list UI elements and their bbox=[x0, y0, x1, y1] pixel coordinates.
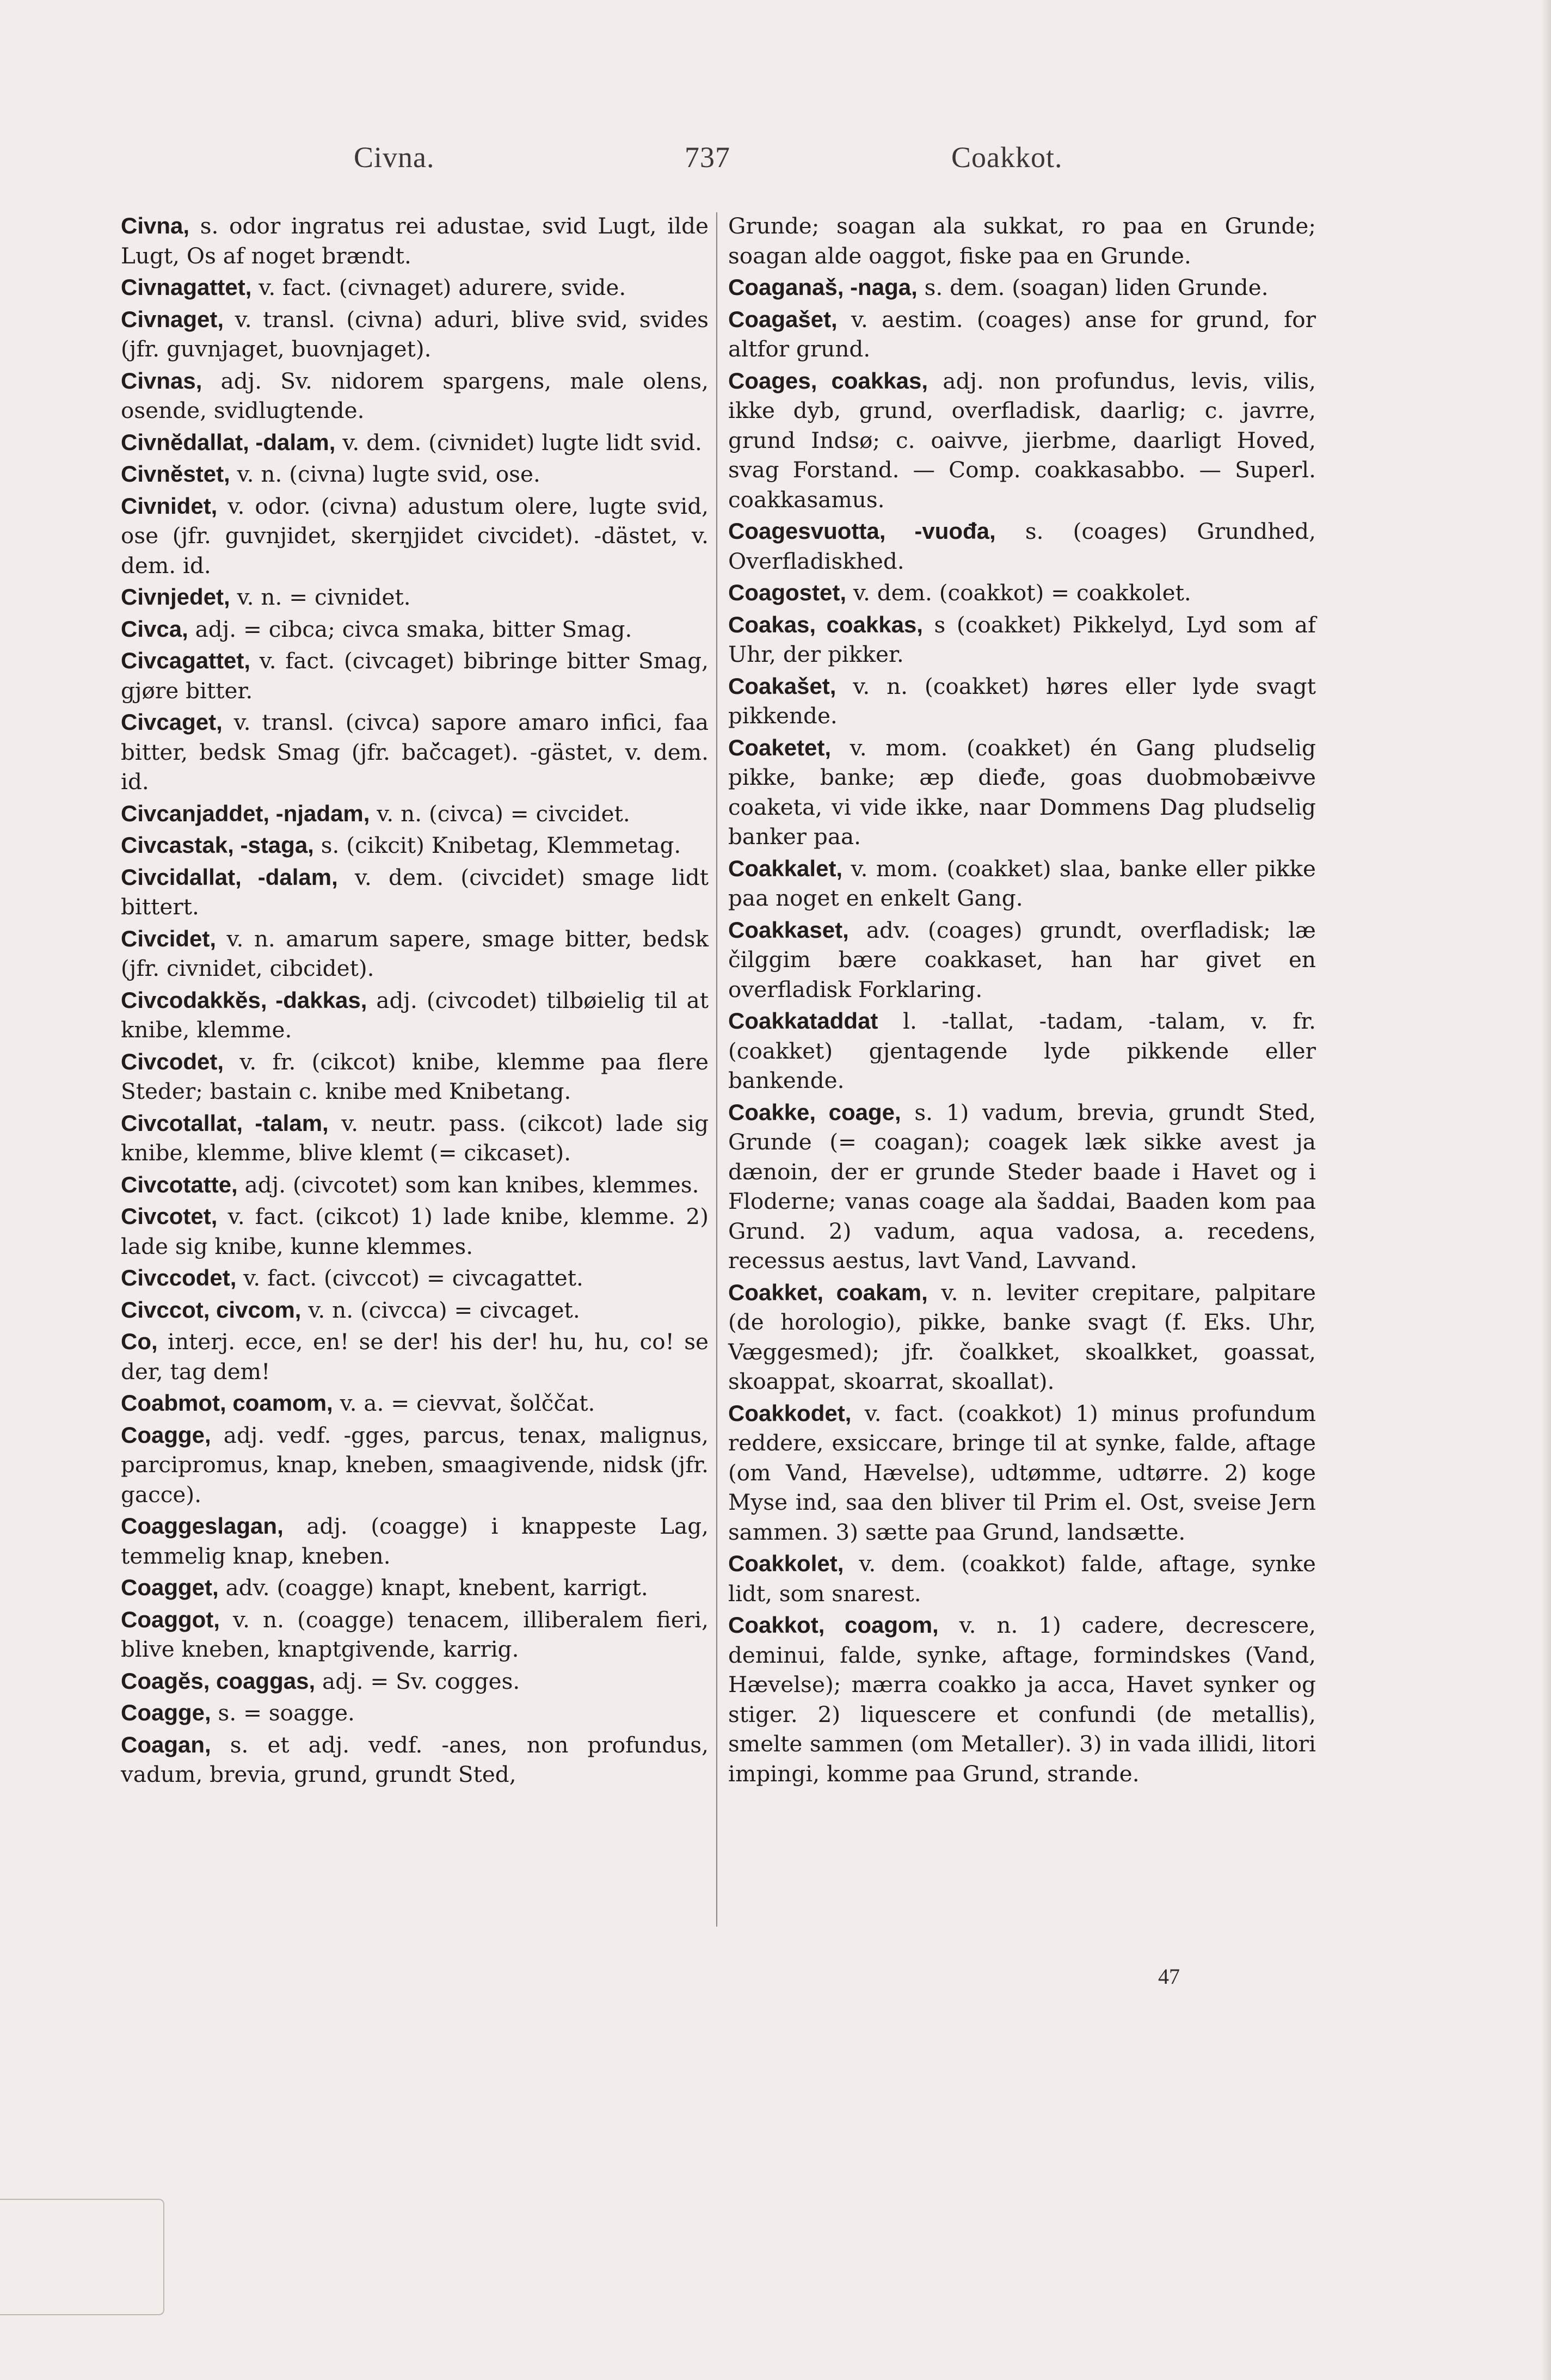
entry-definition: adj. = Sv. coggеs. bbox=[315, 1668, 520, 1694]
dictionary-entry bbox=[121, 1170, 709, 1200]
dictionary-entry bbox=[728, 1098, 1316, 1276]
dictionary-entry bbox=[121, 1327, 709, 1386]
dictionary-entry bbox=[728, 578, 1316, 608]
dictionary-entry bbox=[121, 1263, 709, 1293]
running-head-left: Civna. bbox=[354, 141, 435, 174]
entry-definition: v. fact. (cikcot) 1) lade knibe, klemme. 2) lade sig knibe, kunne klemmes. bbox=[121, 1203, 709, 1259]
entry-headword: Civnĕdallat, -dalam, bbox=[121, 429, 336, 455]
entry-definition: v. fact. (coakkot) 1) minus profundum reddere, exsiccare, bringe til at synke, falde, aftage (om Vand, Hævelse), udtømme, udtørre. 2) koge Myse ind, saa den bliver til Prim el. Ost, sveise Jern sammen. 3) sætte paa Grund, landsætte. bbox=[728, 1400, 1316, 1545]
entry-headword: Coaganaš, -naga, bbox=[728, 274, 918, 300]
dictionary-entry bbox=[121, 614, 709, 644]
dictionary-entry bbox=[121, 305, 709, 364]
entry-headword: Coagan, bbox=[121, 1731, 211, 1757]
entry-headword: Civnidet, bbox=[121, 493, 218, 519]
dictionary-entry bbox=[121, 491, 709, 581]
entry-headword: Coagostet, bbox=[728, 580, 847, 605]
entry-definition: v. dem. (civcidet) smage lidt bittert. bbox=[121, 864, 709, 920]
entry-headword: Coakket, coakam, bbox=[728, 1279, 928, 1305]
entry-definition: adj. = cibca; civca smaka, bitter Smag. bbox=[188, 616, 632, 642]
entry-headword: Coaketet, bbox=[728, 734, 832, 760]
dictionary-entry bbox=[728, 1399, 1316, 1547]
dictionary-entry bbox=[728, 1610, 1316, 1788]
dictionary-entry bbox=[121, 1573, 709, 1603]
entry-headword: Civna, bbox=[121, 213, 190, 238]
entry-headword: Coakkalet, bbox=[728, 855, 843, 881]
entry-definition: v. a. = cievvat, šolččat. bbox=[333, 1390, 595, 1416]
entry-definition: adj. vedf. -gges, parcus, tenax, malignus, parcipromus, knap, kneben, smaagivende, nidsk (jfr. gacce). bbox=[121, 1422, 709, 1508]
entry-headword: Coakkaset, bbox=[728, 917, 849, 943]
entry-headword: Coakašet, bbox=[728, 673, 836, 699]
dictionary-entry bbox=[121, 831, 709, 860]
dictionary-entry bbox=[121, 211, 709, 270]
dictionary-entry bbox=[728, 516, 1316, 576]
entry-headword: Coakke, coage, bbox=[728, 1099, 901, 1125]
dictionary-entry bbox=[121, 1511, 709, 1571]
entry-headword: Coagesvuotta, -vuođa, bbox=[728, 518, 996, 544]
entry-headword: Coagĕs, coaggas, bbox=[121, 1668, 316, 1694]
entry-definition: s. (coages) Grundhed, Overfladiskhed. bbox=[728, 518, 1316, 574]
entry-headword: Civnjedet, bbox=[121, 584, 230, 610]
dictionary-entry bbox=[728, 305, 1316, 364]
entry-definition: l. -tallat, -tadam, -talam, v. fr. (coakket) gjentagende lyde pikkende eller bankende. bbox=[728, 1008, 1316, 1093]
entry-definition: adj. (civcodet) tilbøielig til at knibe, klemme. bbox=[121, 987, 709, 1043]
entry-definition: v. neutr. pass. (cikcot) lade sig knibe, klemme, blive klemt (= cikcaset). bbox=[121, 1110, 709, 1166]
entry-definition: v. mom. (coakket) slaa, banke eller pikke paa noget en enkelt Gang. bbox=[728, 855, 1316, 911]
dictionary-entry bbox=[121, 1698, 709, 1728]
entry-definition: v. aestim. (coages) anse for grund, for altfor grund. bbox=[728, 306, 1316, 362]
entry-definition: v. n. (civna) lugte svid, ose. bbox=[230, 461, 540, 487]
entry-headword: Civcastak, -staga, bbox=[121, 832, 314, 858]
running-head-right: Coakkot. bbox=[951, 141, 1063, 174]
entry-headword: Coakas, coakkas, bbox=[728, 611, 923, 637]
entry-definition: adj. Sv. nidorem spargens, male olens, osende, svidlugtende. bbox=[121, 367, 709, 423]
dictionary-entry bbox=[121, 1420, 709, 1510]
dictionary-entry bbox=[728, 854, 1316, 913]
dictionary-entry bbox=[728, 915, 1316, 1005]
dictionary-entry bbox=[121, 799, 709, 829]
entry-definition: v. transl. (civna) aduri, blive svid, svides (jfr. guvnjaget, buovnjaget). bbox=[121, 306, 709, 362]
entry-definition: v. dem. (coakkot) falde, aftage, synke lidt, som snarest. bbox=[728, 1551, 1316, 1607]
dictionary-entry bbox=[121, 1109, 709, 1168]
dictionary-entry bbox=[728, 1549, 1316, 1608]
dictionary-entry bbox=[121, 863, 709, 922]
dictionary-entry bbox=[121, 1666, 709, 1696]
entry-headword: Civnagattet, bbox=[121, 274, 252, 300]
entry-definition: adj. (coagge) i knappeste Lag, temmelig knap, kneben. bbox=[121, 1513, 709, 1569]
dictionary-entry bbox=[121, 646, 709, 705]
entry-headword: Coages, coakkas, bbox=[728, 367, 928, 393]
dictionary-entry bbox=[121, 428, 709, 458]
entry-headword: Coaggot, bbox=[121, 1606, 220, 1632]
entry-definition: v. n. (coagge) tenacem, illiberalem fieri, blive kneben, knaptgivende, karrig. bbox=[121, 1606, 709, 1662]
entry-headword: Coabmot, coamom, bbox=[121, 1390, 333, 1416]
entry-definition: s. (cikcit) Knibetag, Klemmetag. bbox=[313, 832, 681, 858]
entry-definition: adv. (coages) grundt, overfladisk; læ čilggim bære coakkaset, han har givet en overfladisk Forklaring. bbox=[728, 917, 1316, 1003]
entry-headword: Civcodakkĕs, -dakkas, bbox=[121, 987, 367, 1013]
dictionary-entry bbox=[728, 1278, 1316, 1397]
entry-definition: v. fr. (cikcot) knibe, klemme paa flere Steder; bastain c. knibe med Knibetang. bbox=[121, 1048, 709, 1104]
entry-definition: s. et adj. vedf. -anes, non profundus, vadum, brevia, grund, grundt Sted, bbox=[121, 1731, 709, 1787]
entry-headword: Coakkodet, bbox=[728, 1400, 852, 1426]
entry-headword: Civcotallat, -talam, bbox=[121, 1110, 329, 1136]
dictionary-entry bbox=[728, 672, 1316, 731]
dictionary-entry bbox=[121, 459, 709, 489]
dictionary-entry bbox=[121, 366, 709, 426]
entry-headword: Civcotatte, bbox=[121, 1171, 238, 1197]
page-edge-shade bbox=[1541, 0, 1551, 2380]
entry-definition: v. mom. (coakket) én Gang pludselig pikke, banke; æp dieđe, goas duobmobæivve coaketa, vi vide ikke, naar Dommens Dag pludselig banker paa. bbox=[728, 734, 1316, 850]
entry-headword: Civcodet, bbox=[121, 1048, 224, 1074]
dictionary-entry bbox=[121, 1605, 709, 1664]
page-number: 737 bbox=[685, 141, 730, 174]
dictionary-column-right bbox=[728, 211, 1316, 1791]
entry-headword: Civcotet, bbox=[121, 1203, 218, 1229]
entry-headword: Civcidet, bbox=[121, 925, 217, 951]
entry-definition: Grunde; soagan ala sukkat, ro paa en Grunde; soagan alde oaggot, fiske paa en Grunde. bbox=[728, 213, 1316, 269]
dictionary-column-left bbox=[121, 211, 709, 1792]
entry-headword: Co, bbox=[121, 1329, 158, 1354]
entry-headword: Civcanjaddet, -njadam, bbox=[121, 800, 370, 826]
entry-definition: v. n. leviter crepitare, palpitare (de horologio), pikke, banke svagt (f. Eks. Uhr, Væggesmed); jfr. čoalkket, skoalkket, goassat, skoappat, skoarrat, skoallat). bbox=[728, 1279, 1316, 1394]
entry-headword: Coagge, bbox=[121, 1700, 211, 1725]
dictionary-entry bbox=[728, 211, 1316, 270]
entry-definition: v. n. 1) cadere, decrescere, deminui, falde, synke, aftage, formindskes (Vand, Hævelse); mærra coakko ja acca, Havet synker og stiger. 2) liquescere et confundi (de metallis), smelte sammen (om Metaller). 3) in vada illidi, litori impingi, komme paa Grund, strande. bbox=[728, 1612, 1316, 1787]
entry-definition: v. transl. (civca) sapore amaro infici, faa bitter, bedsk Smag (jfr. bač̆caget). -gästet, v. dem. id. bbox=[121, 709, 709, 795]
entry-definition: s. 1) vadum, brevia, grundt Sted, Grunde (= coagan); coagek læk sikke avest ja dænoin, der er grunde Steder baade i Havet og i Floderne; vanas coage ala šaddai, Baaden kom paa Grund. 2) vadum, aqua vadosa, a. recedens, recessus aestus, lavt Vand, Lavvand. bbox=[728, 1099, 1316, 1274]
entry-headword: Civcaget, bbox=[121, 709, 223, 735]
dictionary-entry bbox=[728, 1006, 1316, 1096]
dictionary-entry bbox=[121, 1202, 709, 1261]
entry-headword: Coakkot, coagom, bbox=[728, 1612, 939, 1638]
dictionary-entry bbox=[121, 582, 709, 612]
dictionary-entry bbox=[121, 708, 709, 797]
dictionary-entry bbox=[728, 733, 1316, 852]
entry-headword: Civcidallat, -dalam, bbox=[121, 864, 338, 890]
entry-definition: interj. ecce, en! se der! his der! hu, hu, co! se der, tag dem! bbox=[121, 1329, 709, 1385]
dictionary-entry bbox=[121, 273, 709, 303]
entry-definition: v. n. amarum sapere, smage bitter, bedsk (jfr. civnidet, cibcidet). bbox=[121, 925, 709, 981]
entry-definition: v. fact. (civccot) = civcagattet. bbox=[236, 1265, 583, 1291]
entry-definition: v. n. (civcca) = civcaget. bbox=[301, 1296, 580, 1323]
entry-definition: s (coakket) Pikkelyd, Lyd som af Uhr, der pikker. bbox=[728, 611, 1316, 667]
entry-headword: Coakkolet, bbox=[728, 1551, 844, 1576]
entry-headword: Civccot, civcom, bbox=[121, 1296, 301, 1323]
dictionary-entry bbox=[728, 610, 1316, 669]
entry-headword: Coagget, bbox=[121, 1575, 219, 1600]
entry-headword: Coaggeslagan, bbox=[121, 1513, 284, 1539]
entry-definition: v. n. (civca) = civcidet. bbox=[370, 800, 630, 827]
entry-definition: v. fact. (civcaget) bibringe bitter Smag, gjøre bitter. bbox=[121, 648, 709, 704]
entry-headword: Coagge, bbox=[121, 1422, 211, 1448]
dictionary-entry bbox=[121, 924, 709, 983]
dictionary-entry bbox=[121, 986, 709, 1045]
entry-headword: Coakkataddat bbox=[728, 1008, 878, 1034]
entry-headword: Civcagattet, bbox=[121, 648, 251, 673]
entry-headword: Civnaget, bbox=[121, 306, 224, 332]
entry-definition: s. = soagge. bbox=[211, 1700, 355, 1726]
entry-definition: v. odor. (civna) adustum olere, lugte svid, ose (jfr. guvnjidet, skerŋjidet civcidet). -dästet, v. dem. id. bbox=[121, 493, 709, 579]
entry-definition: v. dem. (coakkot) = coakkolet. bbox=[846, 580, 1191, 606]
entry-definition: adj. non profundus, levis, vilis, ikke dyb, grund, overfladisk, daarlig; c. javrre, grund Indsø; c. oaivve, jierbme, daarligt Hoved, svag Forstand. — Comp. coakkasabbo. — Superl. coakkasamus. bbox=[728, 367, 1316, 513]
scan-corner-frame bbox=[0, 2199, 164, 2315]
entry-headword: Civnĕstet, bbox=[121, 461, 230, 487]
dictionary-entry bbox=[728, 273, 1316, 303]
entry-definition: v. n. (coakket) høres eller lyde svagt pikkende. bbox=[728, 673, 1316, 729]
dictionary-entry bbox=[121, 1047, 709, 1106]
signature-mark: 47 bbox=[1158, 1964, 1180, 1989]
column-divider bbox=[716, 212, 717, 1927]
entry-definition: adj. (civcotet) som kan knibes, klemmes. bbox=[237, 1171, 699, 1198]
dictionary-entry bbox=[121, 1388, 709, 1418]
entry-definition: s. odor ingratus rei adustae, svid Lugt, ilde Lugt, Os af noget brændt. bbox=[121, 213, 709, 269]
page-header bbox=[0, 140, 1551, 189]
dictionary-entry bbox=[121, 1295, 709, 1325]
dictionary-entry bbox=[728, 366, 1316, 515]
entry-definition: s. dem. (soagan) liden Grunde. bbox=[917, 274, 1269, 300]
entry-definition: adv. (coagge) knapt, knebent, karrigt. bbox=[218, 1575, 648, 1601]
entry-definition: v. fact. (civnaget) adurere, svide. bbox=[251, 274, 626, 300]
entry-headword: Civca, bbox=[121, 616, 188, 642]
entry-headword: Civnas, bbox=[121, 367, 202, 393]
entry-definition: v. dem. (civnidet) lugte lidt svid. bbox=[335, 429, 702, 456]
dictionary-entry bbox=[121, 1730, 709, 1789]
entry-headword: Civccodet, bbox=[121, 1265, 237, 1290]
entry-headword: Coagašet, bbox=[728, 306, 838, 332]
entry-definition: v. n. = civnidet. bbox=[230, 584, 411, 610]
